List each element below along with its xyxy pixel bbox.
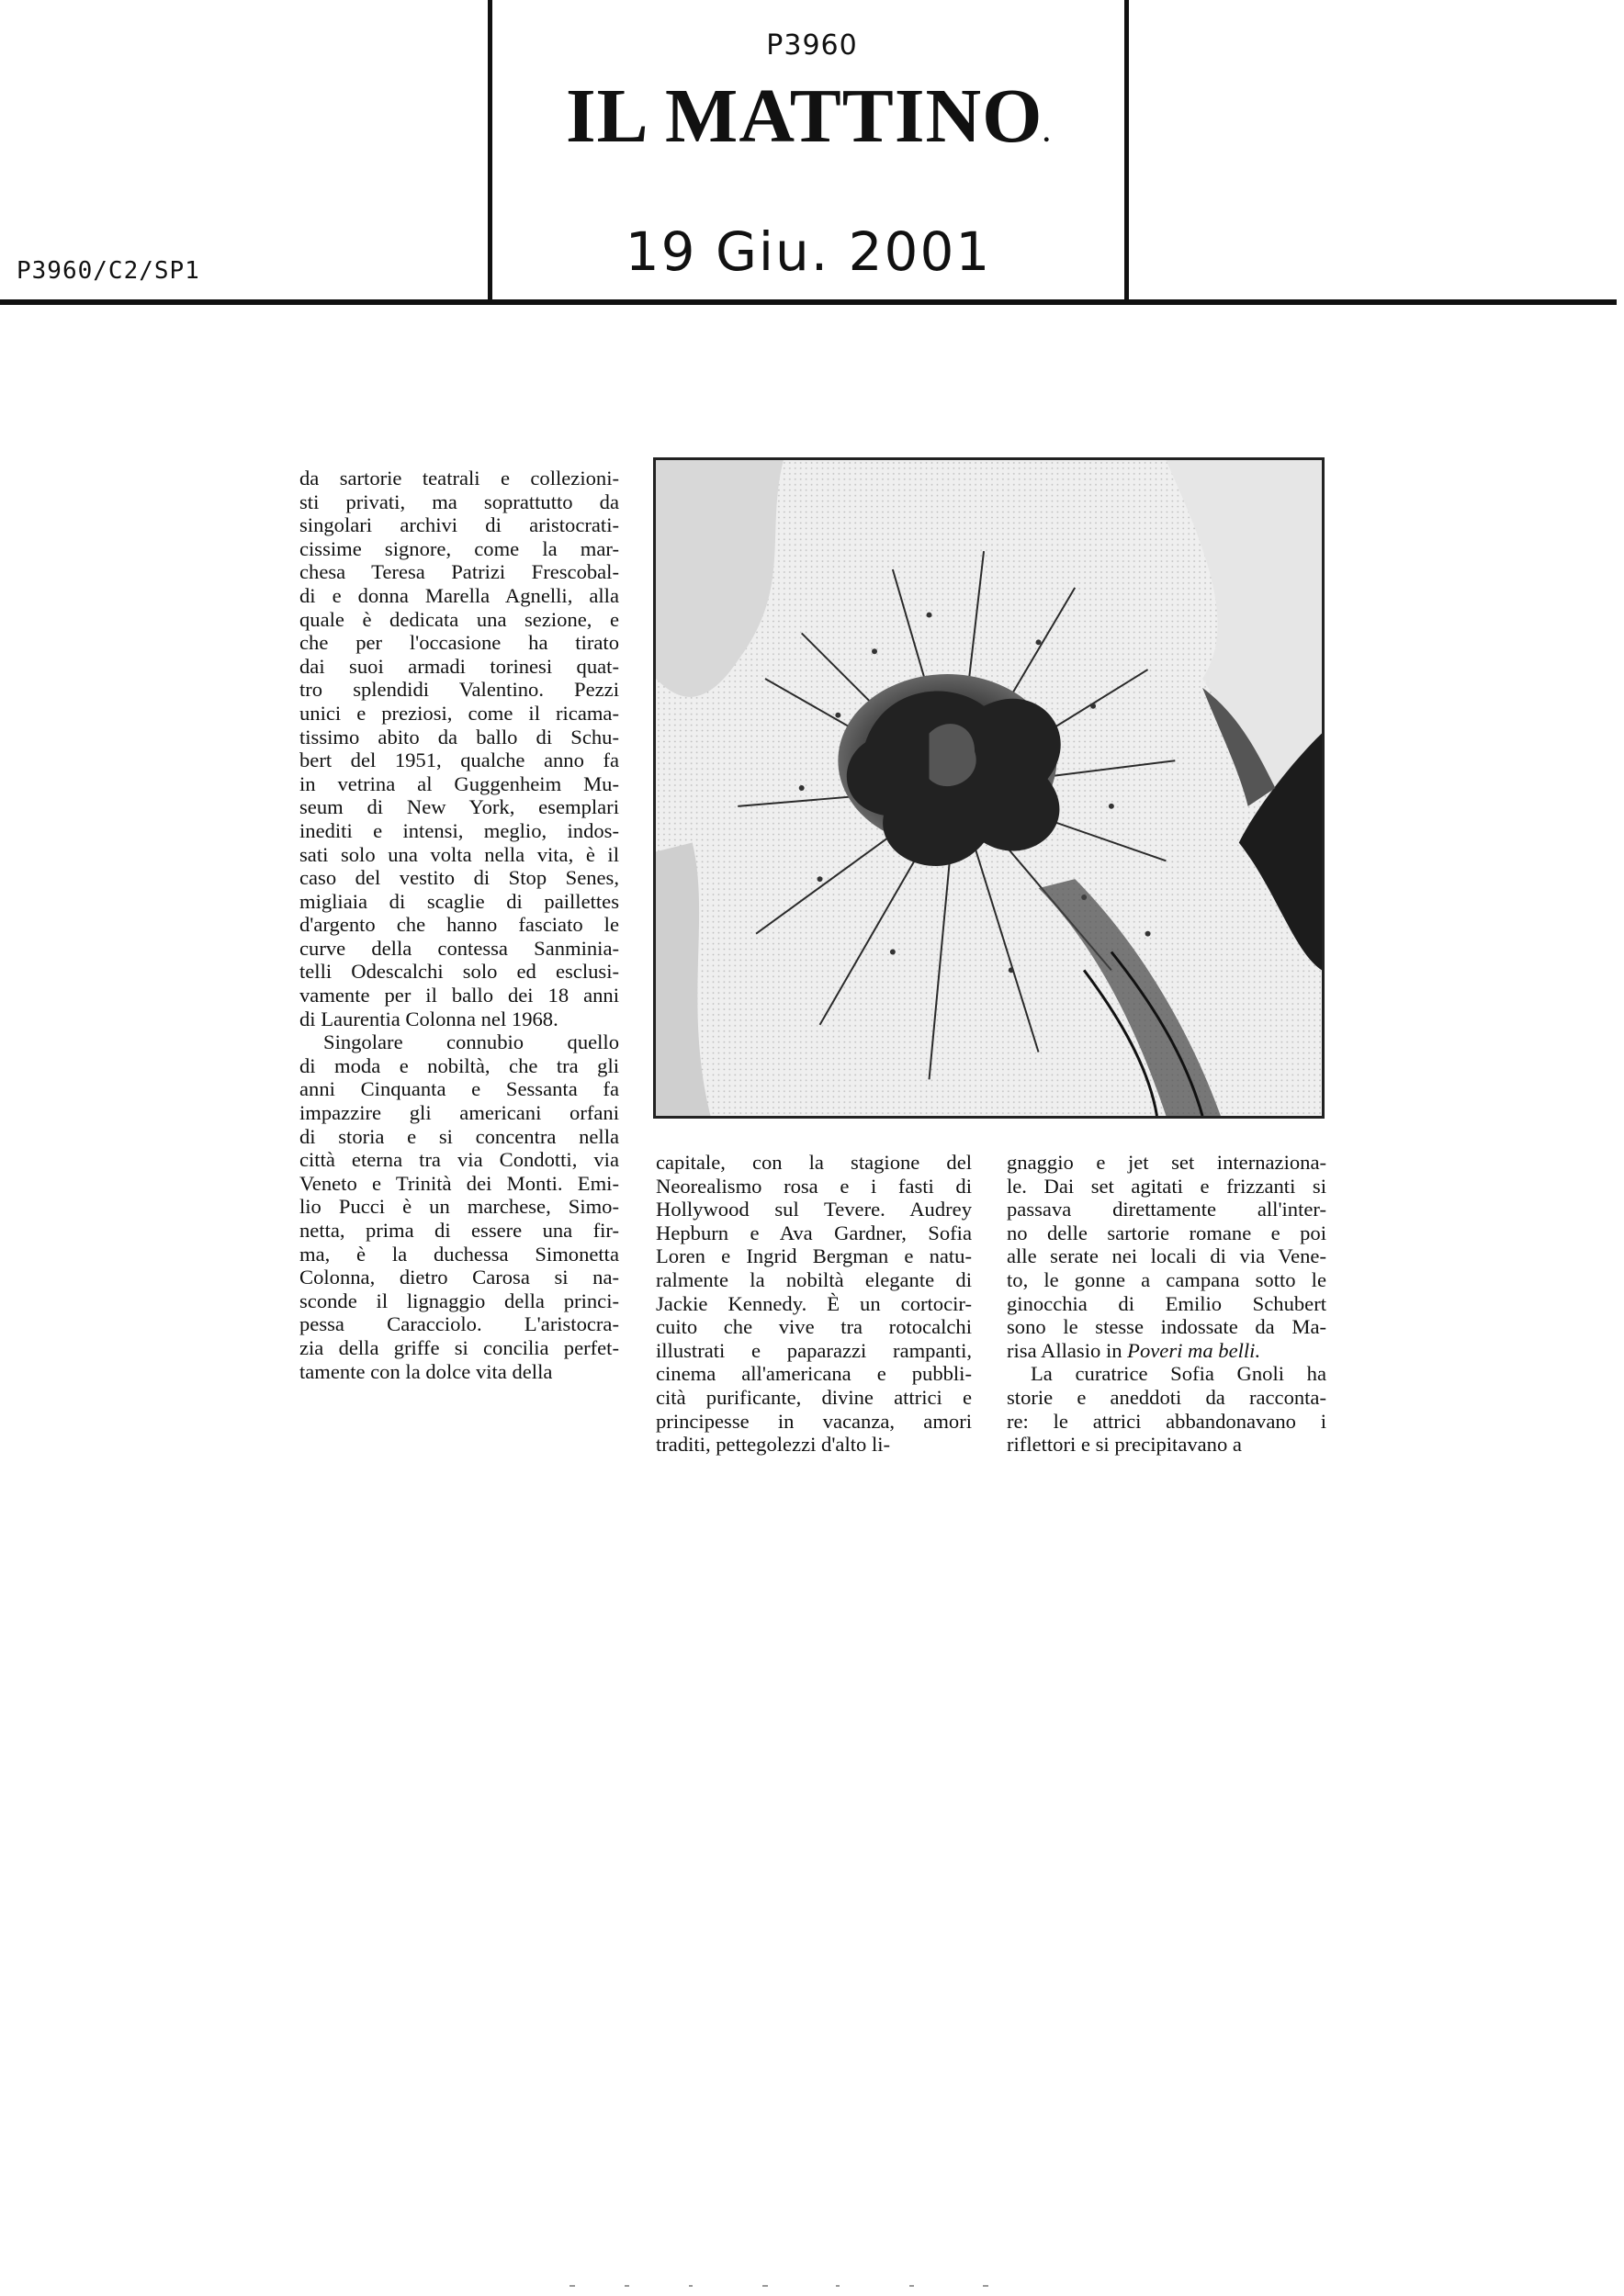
article-line: migliaia di scaglie di paillettes <box>299 889 619 913</box>
document-code-left: P3960/C2/SP1 <box>17 257 200 285</box>
article-line: vamente per il ballo dei 18 anni <box>299 984 619 1007</box>
article-line: caso del vestito di Stop Senes, <box>299 866 619 890</box>
embroidered-dress-image <box>656 460 1322 1116</box>
article-line: zia della griffe si concilia perfet- <box>299 1335 619 1359</box>
article-line: gnaggio e jet set internaziona- <box>1007 1151 1326 1174</box>
article-line: La curatrice Sofia Gnoli ha <box>1031 1362 1326 1386</box>
article-line: le. Dai set agitati e frizzanti si <box>1007 1174 1326 1198</box>
header-rule <box>0 299 1617 305</box>
article-line: lio Pucci è un marchese, Simo- <box>299 1195 619 1219</box>
article-line: riflettori e si precipitavano a <box>1007 1433 1242 1457</box>
article-column-2 <box>656 1151 972 1457</box>
article-line: bert del 1951, qualche anno fa <box>299 748 619 772</box>
article-line: anni Cinquanta e Sessanta fa <box>299 1077 619 1101</box>
article-line: illustrati e paparazzi rampanti, <box>656 1338 972 1362</box>
article-line: risa Allasio in Poveri ma belli. <box>1007 1338 1261 1362</box>
article-line: cità purificante, divine attrici e <box>656 1385 972 1409</box>
article-line: ralmente la nobiltà elegante di <box>656 1267 972 1291</box>
article-line: quale è dedicata una sezione, e <box>299 607 619 631</box>
article-line: cuito che vive tra rotocalchi <box>656 1315 972 1339</box>
article-line: di moda e nobiltà, che tra gli <box>299 1053 619 1077</box>
article-line: no delle sartorie romane e poi <box>1007 1221 1326 1244</box>
header-divider-right <box>1124 0 1129 303</box>
header <box>0 0 1624 312</box>
article-line: traditi, pettegolezzi d'alto li- <box>656 1433 891 1457</box>
article-line: pessa Caracciolo. L'aristocra- <box>299 1312 619 1336</box>
article-line: Loren e Ingrid Bergman e natu- <box>656 1244 972 1268</box>
article-line: in vetrina al Guggenheim Mu- <box>299 771 619 795</box>
publication-date: 19 Giu. 2001 <box>625 220 992 283</box>
article-line: Hollywood sul Tevere. Audrey <box>656 1198 972 1221</box>
article-line: Colonna, dietro Carosa si na- <box>299 1266 619 1289</box>
article-line: Neorealismo rosa e i fasti di <box>656 1174 972 1198</box>
article-line: seum di New York, esemplari <box>299 795 619 819</box>
article-column-3 <box>1007 1151 1326 1457</box>
article-line: impazzire gli americani orfani <box>299 1101 619 1125</box>
article-line: unici e preziosi, come il ricama- <box>299 701 619 725</box>
article-line: sti privati, ma soprattutto da <box>299 490 619 513</box>
article-line: storie e aneddoti da racconta- <box>1007 1385 1326 1409</box>
article-line: Veneto e Trinità dei Monti. Emi- <box>299 1171 619 1195</box>
article-line: ma, è la duchessa Simonetta <box>299 1242 619 1266</box>
article-line: netta, prima di essere una fir- <box>299 1219 619 1242</box>
article-line: principesse in vacanza, amori <box>656 1409 972 1433</box>
article-line: inediti e intensi, meglio, indos- <box>299 818 619 842</box>
article-line: alle serate nei locali di via Vene- <box>1007 1244 1326 1268</box>
article-line: cissime signore, come la mar- <box>299 536 619 560</box>
article-line: sono le stesse indossate da Ma- <box>1007 1315 1326 1339</box>
newspaper-name: IL MATTINO <box>565 73 1043 159</box>
article-line: to, le gonne a campana sotto le <box>1007 1267 1326 1291</box>
article-line: tro splendidi Valentino. Pezzi <box>299 678 619 702</box>
article-line: Hepburn e Ava Gardner, Sofia <box>656 1221 972 1244</box>
article-line: dai suoi armadi torinesi quat- <box>299 654 619 678</box>
article-column-1 <box>299 467 619 1383</box>
article-line: da sartorie teatrali e collezioni- <box>299 467 619 490</box>
scan-artifact <box>570 2283 1047 2289</box>
article-line: telli Odescalchi solo ed esclusi- <box>299 960 619 984</box>
article-line: tamente con la dolce vita della <box>299 1359 553 1383</box>
article-line: sconde il lignaggio della princi- <box>299 1289 619 1312</box>
article-line: Singolare connubio quello <box>323 1030 619 1054</box>
article-line: di storia e si concentra nella <box>299 1124 619 1148</box>
article-line: sati solo una volta nella vita, è il <box>299 842 619 866</box>
header-divider-left <box>488 0 492 303</box>
dress-photo <box>653 457 1325 1119</box>
article-line: città eterna tra via Condotti, via <box>299 1148 619 1172</box>
article-line: passava direttamente all'inter- <box>1007 1198 1326 1221</box>
article-line: curve della contessa Sanminia- <box>299 936 619 960</box>
article-line: singolari archivi di aristocrati- <box>299 513 619 537</box>
article-line: re: le attrici abbandonavano i <box>1007 1409 1326 1433</box>
masthead-dot: . <box>1043 118 1052 148</box>
film-title: Poveri ma belli. <box>1127 1338 1261 1362</box>
newspaper-masthead <box>0 72 1617 161</box>
article-line: tissimo abito da ballo di Schu- <box>299 725 619 748</box>
article-line: ginocchia di Emilio Schubert <box>1007 1291 1326 1315</box>
article-line: d'argento che hanno fasciato le <box>299 913 619 937</box>
document-code-top: P3960 <box>766 29 858 62</box>
article-line: che per l'occasione ha tirato <box>299 631 619 655</box>
article-line: capitale, con la stagione del <box>656 1151 972 1174</box>
article-line: cinema all'americana e pubbli- <box>656 1362 972 1386</box>
article-line: di e donna Marella Agnelli, alla <box>299 583 619 607</box>
article-line: di Laurentia Colonna nel 1968. <box>299 1007 558 1030</box>
article-line: chesa Teresa Patrizi Frescobal- <box>299 560 619 584</box>
article-line: Jackie Kennedy. È un cortocir- <box>656 1291 972 1315</box>
